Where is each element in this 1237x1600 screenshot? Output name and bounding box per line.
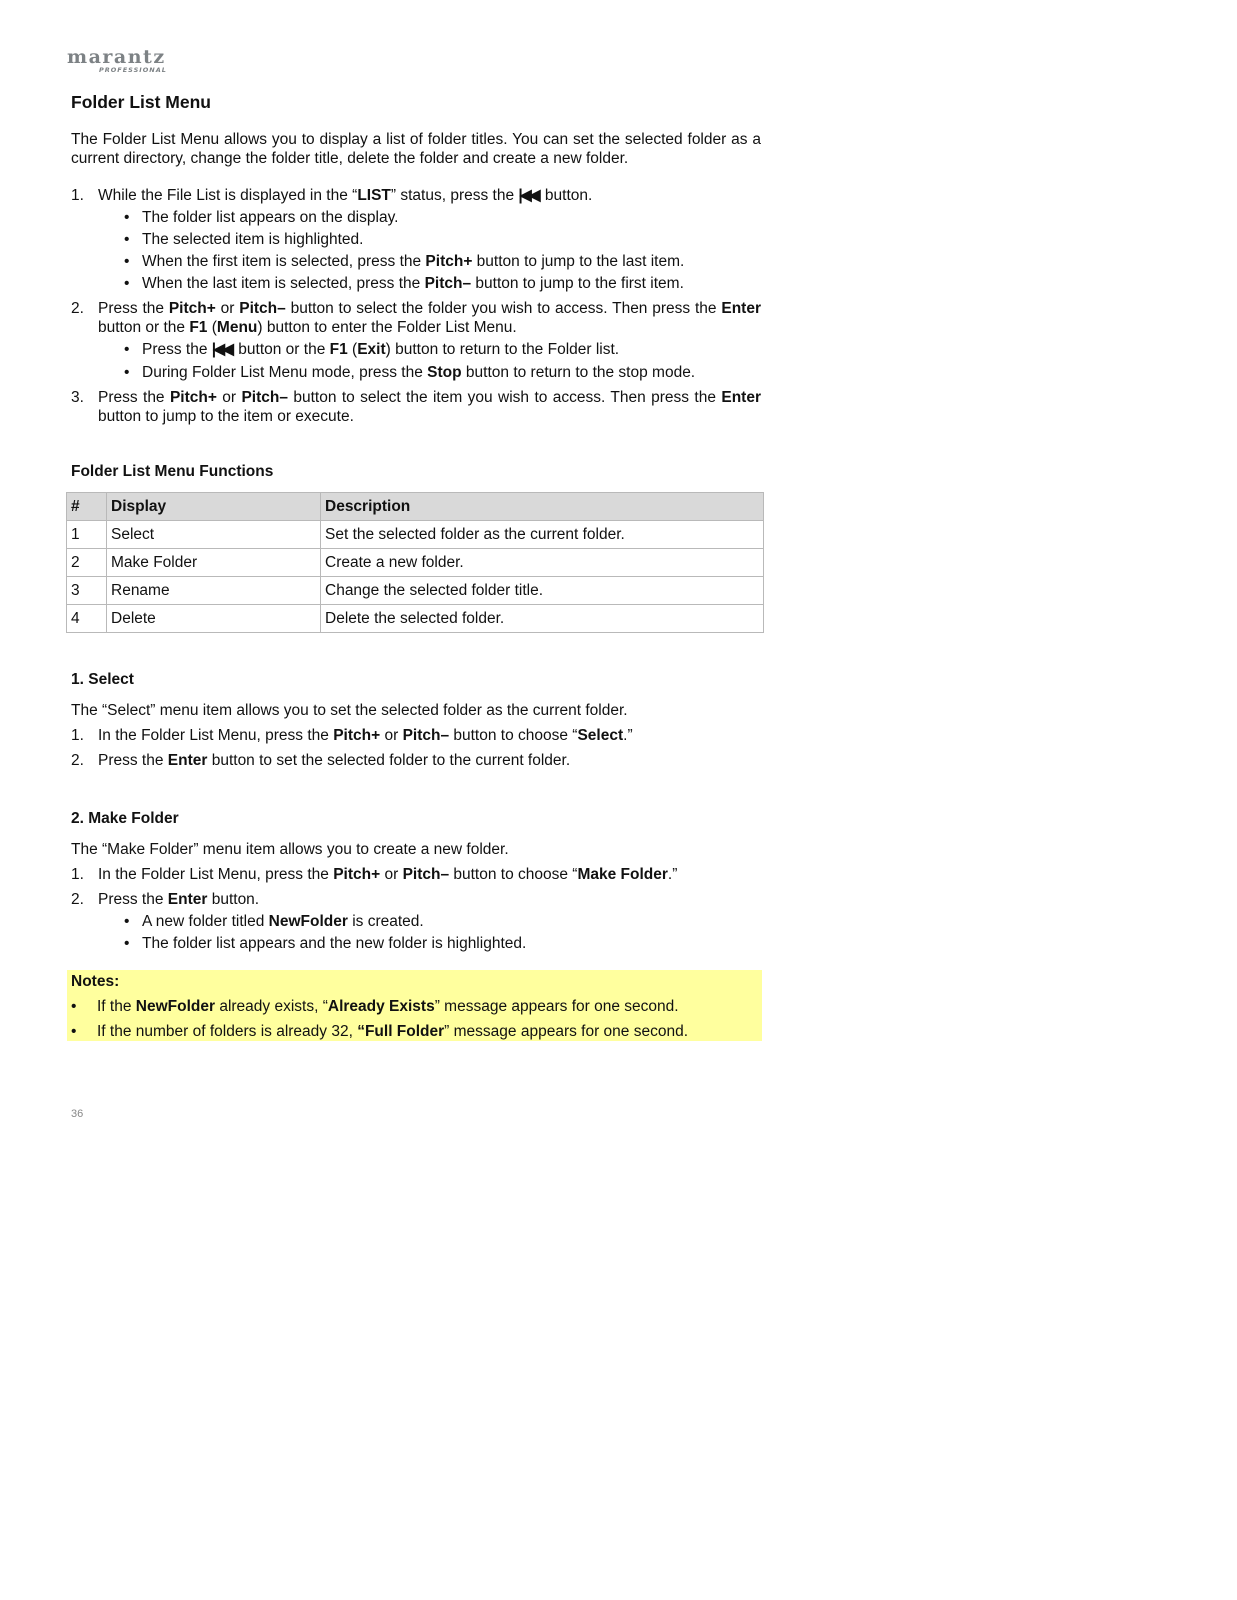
list-item: • During Folder List Menu mode, press the Stop button to return to the stop mode. [124,363,695,382]
column-header: Description [321,493,764,521]
table-cell: Select [107,521,321,549]
list-item: • The folder list appears and the new folder is highlighted. [124,934,526,953]
intro-paragraph: The Folder List Menu allows you to display a list of folder titles. You can set the selected folder as a current directory, change the folder title, delete the folder and create a new folder. [71,131,761,167]
list-item: • The selected item is highlighted. [124,230,363,249]
step-3: 3. Press the Pitch+ or Pitch– button to select the item you wish to access. Then press the Enter button to jump to the item or execute. [71,389,761,425]
note-item: • If the number of folders is already 32, “Full Folder” message appears for one second. [71,1023,689,1040]
table-cell: 4 [67,605,107,633]
functions-table [66,492,764,633]
select-intro: The “Select” menu item allows you to set the selected folder as the current folder. [71,702,628,719]
logo-brand: marantz [67,46,166,68]
skip-back-icon: |◀◀ [211,341,231,358]
step-2: 2. Press the Pitch+ or Pitch– button to select the folder you wish to access. Then press the Enter button or the F1 (Menu) button to enter the Folder List Menu. [71,300,761,336]
table-cell: Set the selected folder as the current folder. [321,521,764,549]
select-heading: 1. Select [71,671,134,688]
functions-heading: Folder List Menu Functions [71,463,274,480]
logo-sub: PROFESSIONAL [99,66,167,74]
skip-back-icon: |◀◀ [518,187,538,204]
column-header: Display [107,493,321,521]
marantz-logo [67,48,177,76]
table-cell: 3 [67,577,107,605]
table-cell: Make Folder [107,549,321,577]
column-header: # [67,493,107,521]
table-cell: Delete [107,605,321,633]
page-number: 36 [71,1108,84,1120]
table-cell: Rename [107,577,321,605]
step-1: 1. While the File List is displayed in the “LIST” status, press the |◀◀ button. [71,187,593,204]
table-cell: Change the selected folder title. [321,577,764,605]
note-item: • If the NewFolder already exists, “Already Exists” message appears for one second. [71,998,679,1015]
make-folder-intro: The “Make Folder” menu item allows you to create a new folder. [71,841,509,858]
table-row [67,605,764,633]
list-item: • The folder list appears on the display. [124,208,398,227]
table-cell: 2 [67,549,107,577]
table-row [67,549,764,577]
list-item: • Press the |◀◀ button or the F1 (Exit) button to return to the Folder list. [124,340,619,359]
table-row [67,577,764,605]
notes-heading: Notes: [71,973,120,990]
list-item: • A new folder titled NewFolder is created. [124,912,424,931]
table-cell: Create a new folder. [321,549,764,577]
table-row [67,521,764,549]
page-title: Folder List Menu [71,92,211,112]
table-header-row [67,493,764,521]
table-cell: 1 [67,521,107,549]
select-step-2: 2. Press the Enter button to set the selected folder to the current folder. [71,752,571,769]
notes-box [67,970,762,1041]
make-folder-heading: 2. Make Folder [71,810,179,827]
list-item: • When the first item is selected, press the Pitch+ button to jump to the last item. [124,252,684,271]
make-step-1: 1. In the Folder List Menu, press the Pitch+ or Pitch– button to choose “Make Folder.” [71,866,678,883]
list-item: • When the last item is selected, press the Pitch– button to jump to the first item. [124,274,684,293]
make-step-2: 2. Press the Enter button. [71,891,260,908]
table-cell: Delete the selected folder. [321,605,764,633]
select-step-1: 1. In the Folder List Menu, press the Pitch+ or Pitch– button to choose “Select.” [71,727,633,744]
